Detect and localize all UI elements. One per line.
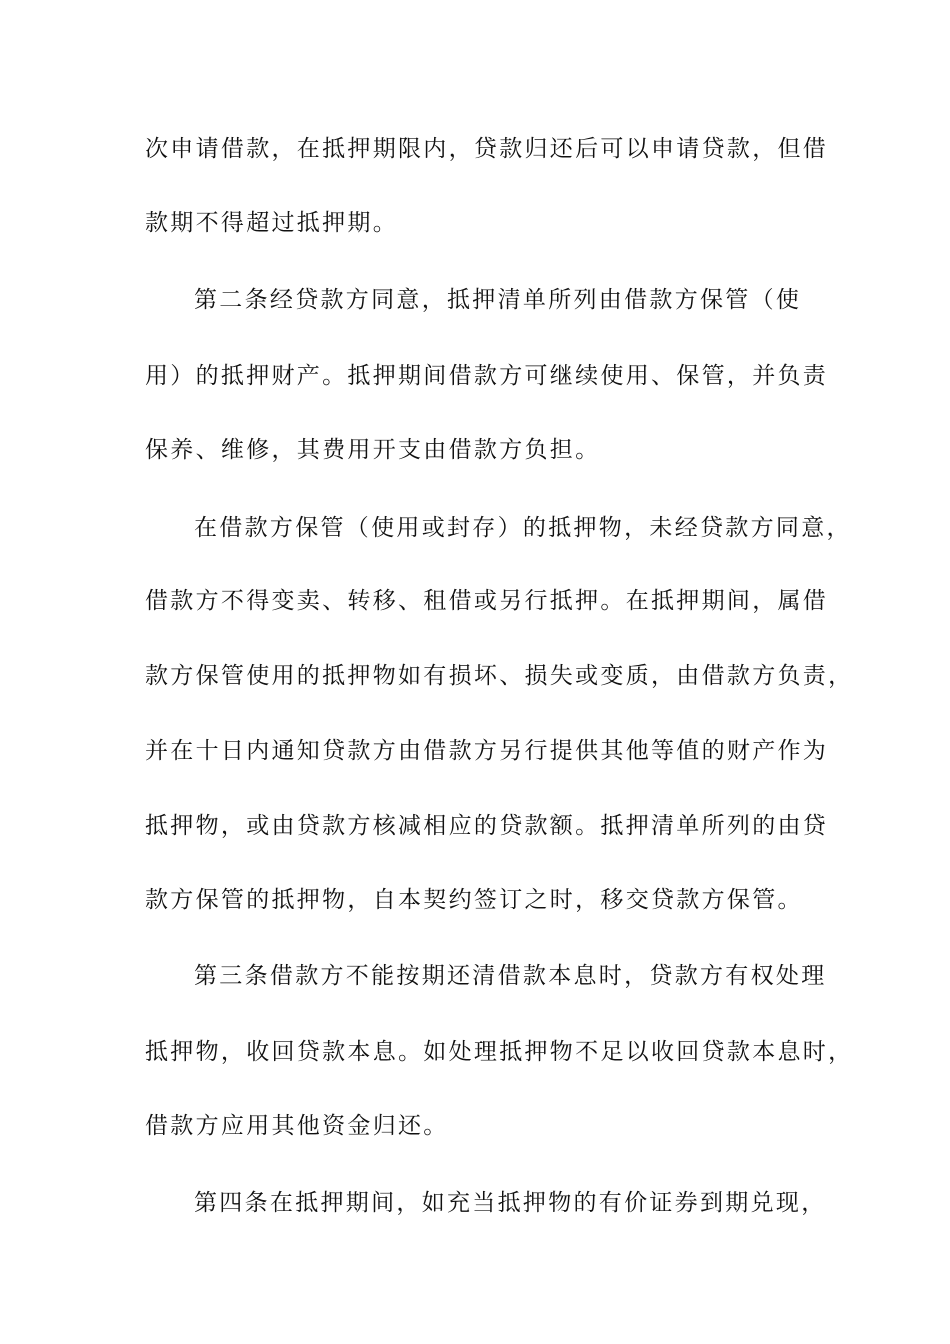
paragraph-article-2: 第二条经贷款方同意，抵押清单所列由借款方保管（使 — [194, 287, 802, 313]
text-line: 并在十日内通知贷款方由借款方另行提供其他等值的财产作为 — [145, 738, 829, 764]
text-line: 次申请借款，在抵押期限内，贷款归还后可以申请贷款，但借 — [145, 136, 829, 162]
text-line: 抵押物，或由贷款方核减相应的贷款额。抵押清单所列的由贷 — [145, 813, 829, 839]
text-line: 借款方应用其他资金归还。 — [145, 1113, 449, 1139]
text-line: 款期不得超过抵押期。 — [145, 210, 398, 236]
text-line: 款方保管的抵押物，自本契约签订之时，移交贷款方保管。 — [145, 887, 803, 913]
text-line: 保养、维修，其费用开支由借款方负担。 — [145, 437, 601, 463]
paragraph-article-4: 第四条在抵押期间，如充当抵押物的有价证券到期兑现， — [194, 1190, 827, 1216]
text-line: 用）的抵押财产。抵押期间借款方可继续使用、保管，并负责 — [145, 363, 829, 389]
text-line: 款方保管使用的抵押物如有损坏、损失或变质，由借款方负责， — [145, 663, 854, 689]
paragraph-article-3: 第三条借款方不能按期还清借款本息时，贷款方有权处理 — [194, 963, 827, 989]
paragraph-start: 在借款方保管（使用或封存）的抵押物，未经贷款方同意， — [194, 515, 852, 541]
text-line: 借款方不得变卖、转移、租借或另行抵押。在抵押期间，属借 — [145, 588, 829, 614]
text-line: 抵押物，收回贷款本息。如处理抵押物不足以收回贷款本息时， — [145, 1039, 854, 1065]
